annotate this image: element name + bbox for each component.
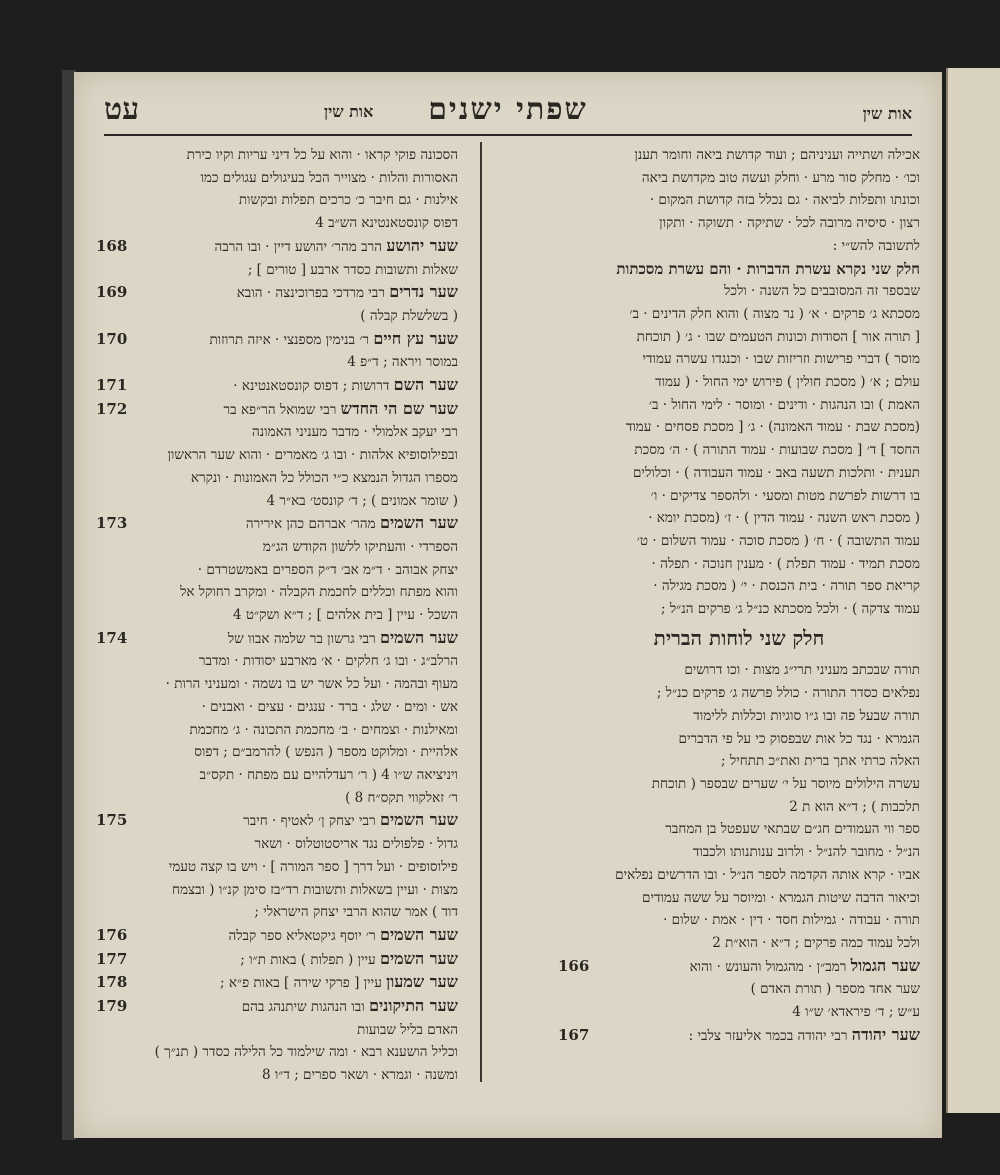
catalog-entry (96, 1041, 458, 1064)
catalog-entry (96, 741, 458, 764)
entry-description: ר׳ בנימין מספנצי · איזה תרוזות (209, 331, 370, 348)
entry-number: 166 (558, 956, 590, 975)
entry-number: 170 (96, 329, 128, 348)
entry-description: רבי שמואל הר״פא בר (223, 401, 337, 418)
entry-description: עיין ( תפלות ) באות ת״ו ; (240, 951, 376, 968)
entry-description: שער אחד מספר ( תורת האדם ) (750, 981, 920, 998)
entry-number: 174 (96, 628, 128, 647)
entry-description: במוסר ויראה ; ד״פ 4 (347, 354, 458, 371)
text-line: קריאת ספר תורה · בית הכנסת · י׳ ( מסכת מגילה · (653, 578, 920, 595)
entry-description: דוד ) אמר שהוא הרבי יצחק הישראלי ; (254, 904, 458, 921)
catalog-entry (96, 444, 458, 467)
entry-title: שער השמים (379, 627, 458, 647)
entry-text (138, 971, 458, 995)
entry-description: ומאילנות · וצמחים · ב׳ מחכמת התכונה · ג׳ מחכמת (189, 721, 458, 738)
entry-description: רבי גרשון בר שלמה אבוו של (227, 630, 376, 647)
entry-description: הרב מהר׳ יהושע דיין · ובו הרבה (214, 238, 383, 255)
catalog-entry (96, 581, 458, 604)
entry-title: שער יהודה (851, 1024, 920, 1044)
entry-text (138, 673, 458, 696)
entry-description: אש · ומים · שלג · ברד · ענגים · עצים · ואבנים · (201, 698, 458, 715)
catalog-entry (96, 833, 458, 856)
entry-title: שער השמים (379, 948, 458, 968)
entry-description: דרושות ; דפוס קונסטאנטינא · (233, 378, 390, 395)
catalog-entry (96, 351, 458, 374)
entry-description: אלהיית · ומלוקט מספר ( הנפש ) להרמב״ם ; דפוס (194, 744, 458, 761)
entry-text (600, 1024, 920, 1048)
entry-text (138, 604, 458, 627)
entry-description: רמב״ן · מהגמול והעונש · והוא (689, 958, 847, 975)
entry-number: 168 (96, 236, 128, 255)
catalog-entry (96, 809, 458, 833)
entry-number: 175 (96, 811, 128, 830)
text-line: הסכונה פוקי קראו · והוא על כל דיני עריות וקיו כירת (186, 147, 458, 163)
entry-description: ( שומר אמונים ) ; ד׳ קונסט׳ בא״ר 4 (266, 492, 458, 509)
entry-description: ובו הנהגות שיתנהג בהם (241, 999, 365, 1016)
text-line: ספר ווי העמודים חג״ם שבתאי שעפטל בן המחבר (665, 821, 920, 838)
entry-text (138, 1041, 458, 1064)
catalog-entry (558, 978, 920, 1001)
catalog-entry (96, 536, 458, 559)
text-line: ולכל עמוד כמה פרקים ; ד״א · הוא״ת 2 (712, 934, 920, 951)
text-line: תורה שבכתב מעניני תרי״ג מצות · וכו דרושים (684, 662, 920, 679)
catalog-entry (96, 924, 458, 948)
text-line: עולם ; א׳ ( מסכת חולין ) פירוש ימי החול · ( עמוד (655, 374, 920, 391)
entry-description: רבי מרדכי בפרוכינצה · הובא (236, 285, 385, 302)
entry-text (138, 879, 458, 902)
catalog-entry (96, 490, 458, 513)
entry-text (138, 809, 458, 833)
entry-number: 178 (96, 973, 128, 992)
entry-description: שאלות ותשובות כסדר ארבע [ טורים ] ; (247, 261, 458, 278)
entry-text (138, 398, 458, 422)
text-line: עשרה הילולים מיוסר על י׳ שערים שבספר ( תוכחת (651, 775, 920, 792)
entry-text (138, 948, 458, 972)
catalog-entry (96, 764, 458, 787)
header-rule (104, 134, 912, 136)
entry-text (138, 995, 458, 1019)
entry-number: 177 (96, 949, 128, 968)
text-line: האמת ) ובו הנהגות · ודינים · ומוסר · לימי החול · ב׳ (648, 396, 920, 413)
text-line: תורה שבעל פה ובו ג״ו סוגיות וכללות ללימוד (693, 707, 920, 724)
left-column (96, 144, 458, 1087)
entry-text (138, 490, 458, 513)
entry-text (138, 328, 458, 352)
entry-title: שער התיקונים (368, 996, 458, 1016)
entry-title: שער נדרים (389, 282, 458, 302)
entry-text (600, 955, 920, 979)
catalog-entry (96, 787, 458, 810)
entry-number: 176 (96, 925, 128, 944)
entry-description: השכל · עיין [ בית אלהים ] ; ד״א ושק״ט 4 (233, 607, 458, 624)
catalog-entry (558, 955, 920, 979)
section-heading: חלק שני לוחות הברית (653, 625, 825, 650)
entry-title: שער עץ חיים (373, 328, 458, 348)
catalog-entry (558, 1024, 920, 1048)
entry-text (138, 833, 458, 856)
catalog-entry (96, 281, 458, 305)
text-line: החסד ] ד׳ [ מסכת שבועות · עמוד התורה ) · ה׳ מסכת (634, 442, 920, 459)
catalog-entry (96, 512, 458, 536)
entry-description: פילוסופים · ועל דרך [ ספר המורה ] · ויש בו קצה טעמי (168, 858, 458, 875)
header-letter-right: אות שין (862, 104, 912, 123)
text-line: בו דרשות לפרשת מטות ומסעי · ולהספר צדיקים · ו׳ (650, 487, 920, 504)
text-line: מסכת תמיד · עמוד תפלת ) · מענין חנוכה · תפלה · (651, 555, 920, 572)
catalog-entry (96, 719, 458, 742)
catalog-entry (96, 696, 458, 719)
text-line: הגמרא · נגד כל אות שבפסוק כי על פי הדברים (678, 730, 920, 747)
text-line: וכונתו ותפלות לביאה · גם נכלל בזה קדושת המקום · (649, 192, 920, 209)
entry-description: והוא מפתח וכללים לחכמת הקבלה · ומקרב רחוקל אל (180, 584, 458, 601)
header-letter-left: אות שין (324, 102, 374, 121)
catalog-entry (96, 673, 458, 696)
page-number: עט (104, 92, 140, 127)
entry-text (138, 696, 458, 719)
entry-description: ומשנה · וגמרא · ושאר ספרים ; ד״ו 8 (261, 1067, 458, 1084)
running-title: שפתי ישנים (428, 92, 588, 127)
entry-text (138, 764, 458, 787)
next-page-edge (946, 68, 1000, 1113)
text-line: לתשובה להש״י : (832, 237, 920, 254)
text-line: וכו׳ · מחלק סור מרע · וחלק ועשה טוב מקדושת ביאה (641, 169, 920, 186)
entry-description: הספרדי · והעתיקו ללשון הקודש הג״מ (262, 538, 458, 555)
text-line: חלק שני נקרא עשרת הדברות · והם עשרת מסכתות (616, 259, 920, 278)
text-line: תורה · עבודה · גמילות חסד · דין · אמת · שלום · (663, 912, 920, 929)
entry-description: ( בשלשלת קבלה ) (360, 307, 458, 324)
entry-text (600, 978, 920, 1001)
text-line: הנ״ל · מחובר להנ״ל · ולרוב ענותנותו ולכבוד (692, 844, 920, 861)
catalog-entry (96, 467, 458, 490)
page-header (104, 92, 912, 132)
text-line: מוסר ) דברי פרישות וזריזות שבו · וכנגדו עשרה עמודי (642, 351, 920, 368)
entry-title: שער השמים (379, 513, 458, 533)
text-line: מסכתא ג׳ פרקים · א׳ ( נר מצוה ) והוא חלק הדינים · ב׳ (629, 305, 920, 322)
entry-number: 171 (96, 376, 128, 395)
entry-title: שער יהושע (386, 235, 458, 255)
catalog-entry (96, 971, 458, 995)
text-line: עמוד צדקה ) · ולכל מסכתא כנ״ל ג׳ פרקים הנ״ל ; (661, 601, 920, 618)
entry-description: רבי יהודה בכמר אליעזר צלבי : (688, 1027, 848, 1044)
entry-text (138, 1064, 458, 1087)
entry-title: שער השם (393, 375, 458, 395)
entry-title: שער שם הי החדש (340, 398, 458, 418)
text-line: תענית · ותלכות תשעה באב · עמוד העבודה ) · וכלולים (632, 464, 920, 481)
catalog-entry (96, 374, 458, 398)
entry-description: עיין [ פרקי שירה ] באות פ״א ; (220, 975, 382, 992)
catalog-entry (96, 328, 458, 352)
entry-text (138, 235, 458, 259)
entry-description: מספרו הגדול הנמצא כ״י הכולל כל האמונות · ונקרא (190, 469, 458, 486)
catalog-entry (96, 856, 458, 879)
entry-text (138, 1019, 458, 1042)
catalog-entry (96, 559, 458, 582)
entry-title: שער השמים (379, 924, 458, 944)
text-line: שבספר זה המסובבים כל השנה · ולכל (724, 283, 920, 300)
entry-description: ר׳ זאלקווי תקס״ח 8 ) (345, 789, 458, 806)
entry-text (138, 281, 458, 305)
catalog-entry (96, 305, 458, 328)
text-line: וכיאור הדבה שיטות הגמרא · ומיוסר על ששה עמודים (642, 889, 920, 906)
entry-description: ע״ש ; ד׳ פיראדא׳ ש״ו 4 (792, 1004, 920, 1021)
entry-text (138, 259, 458, 282)
entry-description: ויניציאה ש״ו 4 ( ר׳ רעדלהיים עם מפתח · תקס״ב (199, 766, 458, 783)
book-page (74, 72, 942, 1138)
entry-text (138, 467, 458, 490)
entry-description: וכליל הושענא רבא · ומה שילמוד כל הלילה כסדר ( תנ״ך ) (154, 1044, 458, 1061)
entry-text (138, 581, 458, 604)
catalog-entry (96, 421, 458, 444)
entry-title: שער השמים (379, 810, 458, 830)
column-divider (480, 142, 482, 1082)
text-line: אביו · קרא אותה הקדמה לספר הנ״ל · ובו הדרשים נפלאים (615, 866, 920, 883)
text-line: רצון · סיסיה מרובה לכל · שתיקה · תשוקה · ותקון (659, 215, 920, 232)
text-line: ( מסכת ראש השנה · עמוד הדין ) · ז׳ (מסכת יומא · (648, 510, 920, 527)
text-line: דפוס קונסטאנטינא הש״ב 4 (315, 215, 458, 232)
catalog-entry (96, 995, 458, 1019)
catalog-entry (558, 1001, 920, 1024)
catalog-entry (96, 948, 458, 972)
entry-number: 169 (96, 283, 128, 302)
catalog-entry (96, 398, 458, 422)
entry-text (138, 856, 458, 879)
entry-text (138, 512, 458, 536)
entry-description: רבי יצחק ן׳ לאטיף · חיבר (243, 813, 376, 830)
text-line: אכילה ושתייה ועניניהם ; ועוד קדושת ביאה וחומר תענן (634, 147, 920, 163)
text-line: (מסכת שבת · עמוד האמונה) · ג׳ [ מסכת פסחים · עמוד (625, 419, 920, 436)
text-line: [ תורה אור ] הסודות וכונות הטעמים שבו · ג׳ ( תוכחת (636, 328, 920, 345)
catalog-entry (96, 259, 458, 282)
catalog-entry (96, 1019, 458, 1042)
entry-description: ובפילוסופיא אלהות · ובו ג׳ מאמרים · והוא שער הראשון (167, 447, 458, 464)
text-line: אילנות · גם חיבר כ׳ כרכים תפלות ובקשות (238, 192, 458, 209)
entry-text (138, 719, 458, 742)
catalog-entry (96, 879, 458, 902)
entry-title: שער שמעון (386, 972, 458, 992)
entry-text (138, 444, 458, 467)
entry-text (138, 901, 458, 924)
text-line: האלה כרתי אתך ברית ואת״כ תתחיל ; (721, 753, 920, 770)
text-line: עמוד התשובה ) · ח׳ ( מסכת סוכה · עמוד השלום · ט׳ (636, 532, 920, 549)
entry-description: מעוף ובהמה · ועל כל אשר יש בו נשמה · ומעניני הרות · (165, 676, 458, 693)
entry-text (138, 924, 458, 948)
entry-number: 179 (96, 997, 128, 1016)
entry-description: האדם בליל שבועות (357, 1021, 458, 1038)
entry-text (138, 421, 458, 444)
entry-description: יצחק אבוהב · ד״מ אב׳ ד״ק הספרים באמשטרדם · (197, 561, 458, 578)
entry-text (138, 559, 458, 582)
catalog-entry (96, 627, 458, 651)
right-column (558, 144, 920, 1047)
entry-number: 167 (558, 1025, 590, 1044)
entry-description: מצות · ועיין בשאלות ותשובות רד״בז סימן קנ״ו ( ובצמח (171, 881, 458, 898)
entry-text (138, 351, 458, 374)
entry-text (138, 787, 458, 810)
entry-text (138, 627, 458, 651)
catalog-entry (96, 901, 458, 924)
text-line: נפלאים כסדר התורה · כולל פרשה ג׳ פרקים כנ״ל ; (656, 685, 920, 702)
entry-description: ר׳ יוסף גיקטאליא ספר קבלה (228, 927, 376, 944)
entry-text (138, 741, 458, 764)
catalog-entry (96, 235, 458, 259)
entry-text (138, 305, 458, 328)
text-line: תלכבות ) ; ד״א הוא ת 2 (789, 798, 920, 815)
entry-description: הרלב״ג · ובו ג׳ חלקים · א׳ מארבע יסודות · ומדבר (198, 653, 458, 670)
text-line: האסורות והלות · מצוייר הכל בעיגולים עגולים כמו (200, 169, 458, 186)
entry-text (138, 374, 458, 398)
entry-text (138, 650, 458, 673)
catalog-entry (96, 1064, 458, 1087)
catalog-entry (96, 650, 458, 673)
entry-description: מהר׳ אברהם כהן אירירה (245, 516, 376, 533)
catalog-entry (96, 604, 458, 627)
entry-description: גדול · פלפולים נגד אריסטוטלוס · ושאר (254, 836, 458, 853)
entry-text (600, 1001, 920, 1024)
entry-title: שער הגמול (850, 955, 920, 975)
entry-description: רבי יעקב אלמולי · מדבר מעניני האמונה (252, 424, 458, 441)
entry-text (138, 536, 458, 559)
entry-number: 173 (96, 514, 128, 533)
entry-number: 172 (96, 399, 128, 418)
